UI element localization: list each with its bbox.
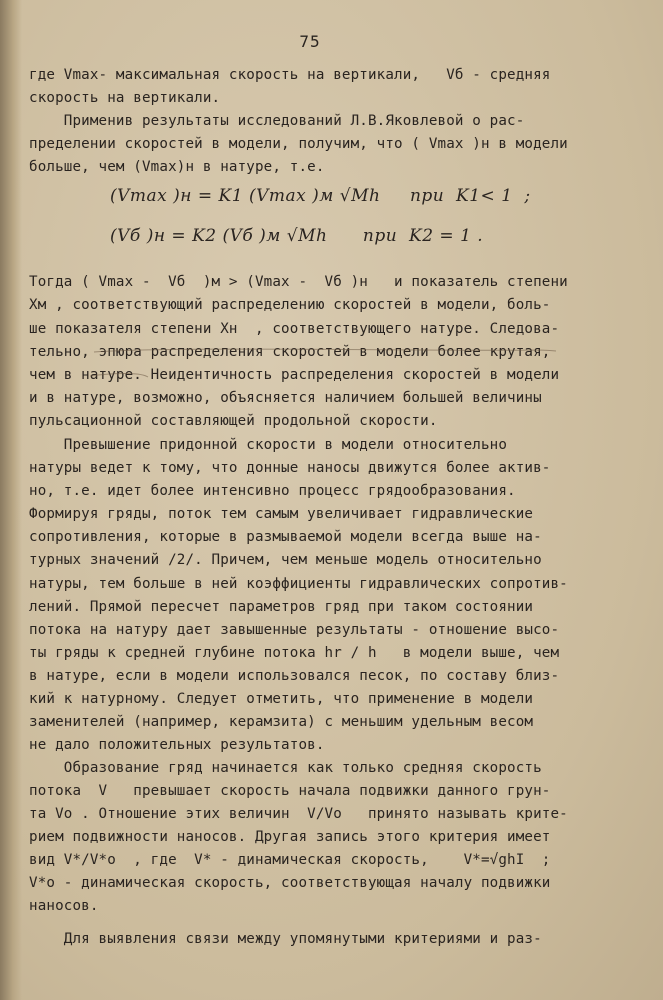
text-line: та Vo . Отношение этих величин V/Vo принято называть крите-: [29, 806, 568, 822]
text-line: лений. Прямой пересчет параметров гряд при таком состоянии: [29, 599, 534, 615]
text-line: ше показателя степени Xн , соответствующего натуре. Следова-: [29, 321, 560, 337]
text-line: натуры ведет к тому, что донные наносы движутся более актив-: [29, 460, 551, 476]
text-line: в натуре, если в модели использовался песок, по составу близ-: [29, 668, 560, 684]
text-line: не дало положительных результатов.: [29, 737, 325, 753]
text-line: больше, чем (Vmax)н в натуре, т.е.: [29, 159, 325, 175]
text-line: чем в натуре. Неидентичность распределения скоростей в модели: [29, 367, 560, 383]
text-line: вид V*/V*o , где V* - динамическая скорость, V*=√ghI ;: [29, 852, 551, 868]
text-line: Образование гряд начинается как только средняя скорость: [29, 760, 542, 776]
page-binding-shadow: [0, 0, 22, 1000]
text-line: скорость на вертикали.: [29, 90, 221, 106]
text-line: Превышение придонной скорости в модели относительно: [29, 437, 508, 453]
text-line: наносов.: [29, 898, 99, 914]
text-line: Формируя гряды, поток тем самым увеличивает гидравлические: [29, 506, 534, 522]
page-number: 75: [299, 32, 321, 51]
text-line: рием подвижности наносов. Другая запись этого критерия имеет: [29, 829, 551, 845]
text-line: Xм , соответствующий распределению скоростей в модели, боль-: [29, 297, 551, 313]
text-line: заменителей (например, керамзита) с меньшим удельным весом: [29, 714, 534, 730]
text-line: Для выявления связи между упомянутыми критериями и раз-: [29, 931, 542, 947]
text-line: но, т.е. идет более интенсивно процесс грядообразования.: [29, 483, 516, 499]
text-line: тельно, эпюра распределения скоростей в модели более крутая,: [29, 344, 551, 360]
text-line: где Vmax- максимальная скорость на вертикали, Vб - средняя: [29, 67, 551, 83]
text-line: пульсационной составляющей продольной скорости.: [29, 413, 438, 429]
text-line: V*o - динамическая скорость, соответствующая началу подвижки: [29, 875, 551, 891]
text-line: турных значений /2/. Причем, чем меньше модель относительно: [29, 552, 542, 568]
text-line: потока V превышает скорость начала подвижки данного грун-: [29, 783, 551, 799]
text-line: пределении скоростей в модели, получим, что ( Vmax )н в модели: [29, 136, 568, 152]
pencil-underline-mark: [90, 346, 560, 380]
text-line: кий к натурному. Следует отметить, что применение в модели: [29, 691, 534, 707]
text-line: ты гряды к средней глубине потока hr / h в модели выше, чем: [29, 645, 560, 661]
text-line: натуры, тем больше в ней коэффициенты гидравлических сопротив-: [29, 576, 568, 592]
text-line: Применив результаты исследований Л.В.Яковлевой о рас-: [29, 113, 525, 129]
text-line: потока на натуру дает завышенные результаты - отношение высо-: [29, 622, 560, 638]
text-line: и в натуре, возможно, объясняется наличием большей величины: [29, 390, 542, 406]
formula-2: (Vб )н = K2 (Vб )м √Mh при K2 = 1 .: [110, 226, 484, 246]
formula-1: (Vmax )н = K1 (Vmax )м √Mh при K1< 1 ;: [110, 186, 531, 206]
text-line: сопротивления, которые в размываемой модели всегда выше на-: [29, 529, 542, 545]
text-line: Тогда ( Vmax - Vб )м > (Vmax - Vб )н и показатель степени: [29, 274, 568, 290]
